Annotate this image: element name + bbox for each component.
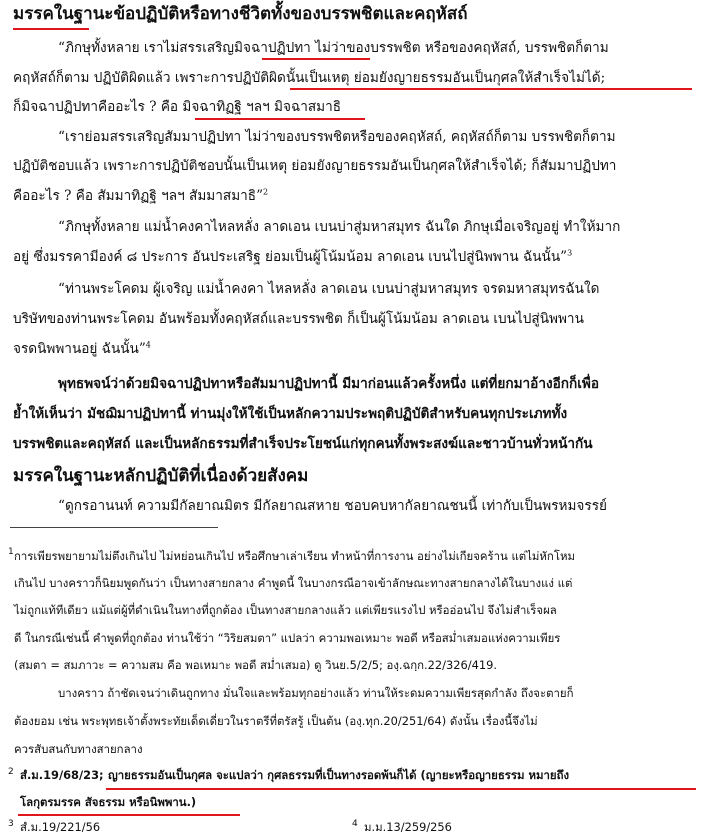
footnote-ref-4: 4 [145,340,151,350]
highlight-underline [18,814,240,816]
quote3-line2: อยู่ ซึ่งมรรคามีองค์ ๘ ประการ อันประเสริฐ ย่อมเป็นผู้โน้มน้อม ลาดเอน เบนไปสู่นิพพาน ฉันนั้น”$^3$ [13,248,573,265]
footnote2-ref: สํ.ม.19/68/23; [20,768,104,782]
footnote1b-line2: ต้องยอม เช่น พระพุทธเจ้าตั้งพระทัยเด็ดเดี่ยวในราตรีที่ตรัสรู้ เป็นต้น (องฺ.ทุก.20/251/64) ดังนั้น เรื่องนี้จึงไม่ [14,714,538,728]
footnote1-line2: เกินไป บางคราวก็นิยมพูดกันว่า เป็นทางสายกลาง คำพูดนี้ ในบางกรณีอาจเข้าลักษณะทางสายกลางได้ในบางแง่ แต่ [14,576,573,590]
footnote2-line1: ญายธรรมอันเป็นกุศล จะแปลว่า กุศลธรรมที่เป็นทางรอดพ้นก็ได้ (ญายะหรือญายธรรม หมายถึง [108,768,570,782]
footnote4-text: ม.ม.13/259/256 [364,820,452,834]
footnote1-line4: ดี ในกรณีเช่นนี้ คำพูดที่ถูกต้อง ท่านใช้ว่า “วิริยสมตา” แปลว่า ความพอเหมาะ พอดี หรือสม่ำเสมอแห่งความเพียร [14,631,561,645]
quote4-line1: “ท่านพระโคดม ผู้เจริญ แม่น้ำคงคา ไหลหลั่ง ลาดเอน เบนบ่าสู่มหาสมุทร จรดมหาสมุทรฉันใด [58,281,600,297]
footnote-marker-4: 4 [352,819,358,829]
quote1-line2: คฤหัสถ์ก็ตาม ปฏิบัติผิดแล้ว เพราะการปฏิบัติผิดนั้นเป็นเหตุ ย่อมยังญายธรรมอันเป็นกุศลให้สำเร็จไม่ได้; [13,70,606,86]
footnote-ref-3: 3 [567,248,573,258]
quote4-line2: บริษัทของท่านพระโคดม อันพร้อมทั้งคฤหัสถ์และบรรพชิต ก็เป็นผู้โน้มน้อม ลาดเอน เบนไปสู่นิพพาน [13,311,584,327]
quote2-line3: คืออะไร ? คือ สัมมาทิฏฐิ ฯลฯ สัมมาสมาธิ”$^2$ [13,187,269,204]
quote3-line1: “ภิกษุทั้งหลาย แม่น้ำคงคาไหลหลั่ง ลาดเอน เบนบ่าสู่มหาสมุทร ฉันใด ภิกษุเมื่อเจริญอยู่ ทำให้มาก [58,219,621,235]
footnote-ref-2: 2 [263,187,269,197]
summary-line2: ย้ำให้เห็นว่า มัชฌิมาปฏิปทานี้ ท่านมุ่งให้ใช้เป็นหลักความประพฤติปฏิบัติสำหรับคนทุกประเภททั้ง [13,406,568,422]
highlight-underline [13,28,89,30]
footnote-marker-2: 2 [8,767,14,777]
highlight-underline [290,88,692,90]
footnote1-line3: ไม่ถูกแท้ทีเดียว แม้แต่ผู้ที่ดำเนินในทางที่ถูกต้อง เป็นทางสายกลางแล้ว แต่เพียรแรงไป หรืออ่อนไป จึงไม่สำเร็จผล [14,603,557,617]
highlight-underline [106,788,696,790]
summary-line3: บรรพชิตและคฤหัสถ์ และเป็นหลักธรรมที่สำเร็จประโยชน์แก่ทุกคนทั้งพระสงฆ์และชาวบ้านทั่วหน้ากัน [13,436,593,452]
footnote1b-line3: ควรสับสนกับทางสายกลาง [14,742,143,756]
footnote-separator [10,527,218,528]
highlight-underline [195,118,365,120]
section-heading-social-practice: มรรคในฐานะหลักปฏิบัติที่เนื่องด้วยสังคม [13,466,309,486]
quote1-line1: “ภิกษุทั้งหลาย เราไม่สรรเสริญมิจฉาปฏิปทา ไม่ว่าของบรรพชิต หรือของคฤหัสถ์, บรรพชิตก็ตาม [58,40,609,56]
footnote1-line1: การเพียรพยายามไม่ตึงเกินไป ไม่หย่อนเกินไป หรือศึกษาเล่าเรียน ทำหน้าที่การงาน อย่างไม่เกียจคร้าน แต่ไม่หักโหม [14,549,575,563]
footnote3-text: สํ.ม.19/221/56 [20,820,101,834]
quote1-line3: ก็มิจฉาปฏิปทาคืออะไร ? คือ มิจฉาทิฏฐิ ฯลฯ มิจฉาสมาธิ [13,99,342,115]
quote2-line2: ปฏิบัติชอบแล้ว เพราะการปฏิบัติชอบนั้นเป็นเหตุ ย่อมยังญายธรรมอันเป็นกุศลให้สำเร็จได้; ก็สัมมาปฏิปทา [13,158,617,174]
highlight-underline [262,58,370,60]
footnote2-line2: โลกุตรมรรค สัจธรรม หรือนิพพาน.) [20,795,197,809]
quote2-line1: “เราย่อมสรรเสริญสัมมาปฏิปทา ไม่ว่าของบรรพชิตหรือของคฤหัสถ์, คฤหัสถ์ก็ตาม บรรพชิตก็ตาม [58,129,616,145]
footnote1-line5: (สมตา = สมภาวะ = ความสม คือ พอเหมาะ พอดี สม่ำเสมอ) ดู วินย.5/2/5; องฺ.ฉกฺก.22/326/419. [14,658,497,672]
social-quote-line1: “ดูกรอานนท์ ความมีกัลยาณมิตร มีกัลยาณสหาย ชอบคบหากัลยาณชนนี้ เท่ากับเป็นพรหมจรรย์ [58,498,607,514]
quote4-line3: จรดนิพพานอยู่ ฉันนั้น”$^4$ [13,340,151,357]
footnote-marker-3: 3 [8,819,14,829]
footnote-marker-1: 1 [8,547,14,557]
section-heading-path-as-practice: มรรคในฐานะข้อปฏิบัติหรือทางชีวิตทั้งของบรรพชิตและคฤหัสถ์ [13,4,468,24]
footnote1b-line1: บางคราว ถ้าชัดเจนว่าเดินถูกทาง มั่นใจและพร้อมทุกอย่างแล้ว ท่านให้ระดมความเพียรสุดกำลัง ถึงจะตายก็ [58,686,574,700]
summary-line1: พุทธพจน์ว่าด้วยมิจฉาปฏิปทาหรือสัมมาปฏิปทานี้ มีมาก่อนแล้วครั้งหนึ่ง แต่ที่ยกมาอ้างอีกก็เพื่อ [58,376,600,392]
